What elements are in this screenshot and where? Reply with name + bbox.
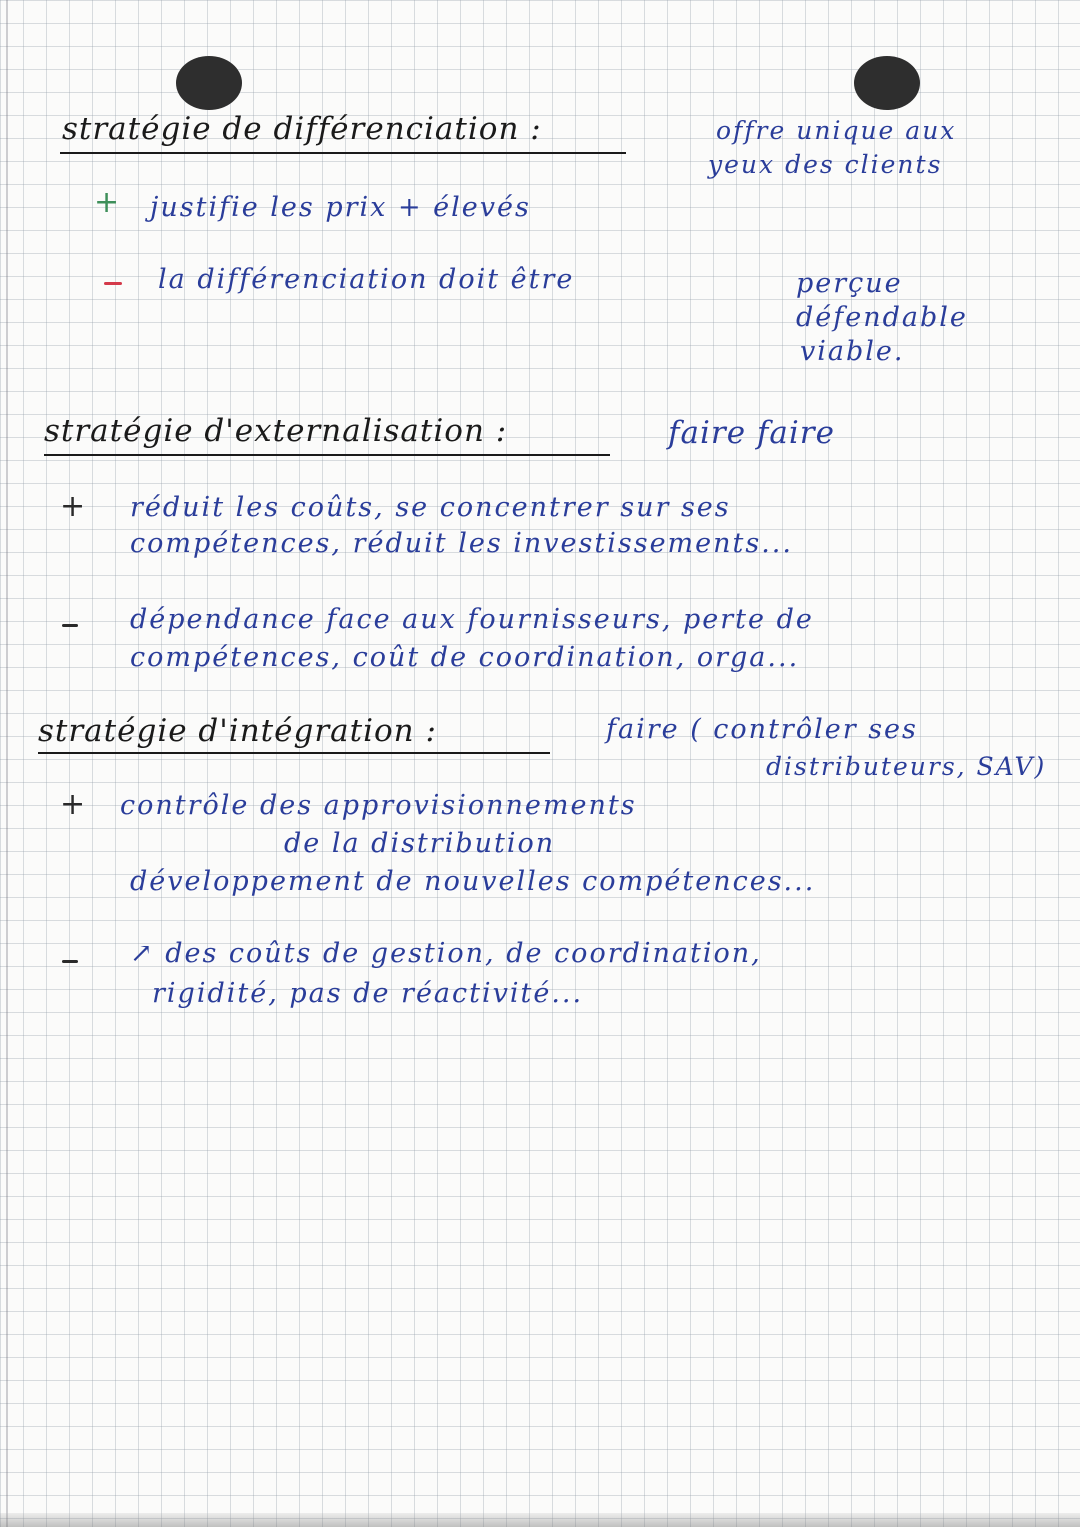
definition-line-1: offre unique aux — [716, 116, 957, 145]
minus-sign — [62, 960, 78, 963]
pro-item: justifie les prix + élevés — [150, 192, 531, 223]
title-underline — [44, 454, 610, 456]
plus-sign: + — [94, 185, 120, 220]
definition-line-2: yeux des clients — [708, 150, 943, 179]
pro-item: contrôle des approvisionnements — [120, 790, 637, 821]
section-title-integration: stratégie d'intégration : — [38, 713, 437, 749]
plus-sign: + — [60, 787, 86, 822]
minus-sign — [104, 282, 122, 285]
con-item: la différenciation doit être — [158, 264, 575, 295]
con-item: compétences, coût de coordination, orga... — [130, 642, 800, 673]
pro-item: de la distribution — [284, 828, 556, 859]
section-title-externalisation: stratégie d'externalisation : — [44, 413, 508, 449]
definition-line-2: distributeurs, SAV) — [766, 752, 1047, 781]
plus-sign: + — [60, 489, 86, 524]
definition-line-1: faire ( contrôler ses — [606, 714, 918, 745]
section-title-differenciation: stratégie de différenciation : — [62, 111, 542, 147]
pro-item: compétences, réduit les investissements... — [130, 528, 793, 559]
con-item: rigidité, pas de réactivité... — [152, 978, 584, 1009]
margin-line — [6, 0, 8, 1527]
pro-item: développement de nouvelles compétences... — [130, 866, 816, 897]
page-bottom-edge — [0, 1513, 1080, 1527]
definition-line-1: faire faire — [668, 415, 835, 451]
con-item-perception: perçue — [796, 268, 903, 299]
punch-hole-left — [176, 56, 242, 110]
con-item: ↗ des coûts de gestion, de coordination, — [130, 938, 762, 969]
pro-item: réduit les coûts, se concentrer sur ses — [130, 492, 731, 523]
con-item-viable: viable. — [800, 336, 905, 367]
title-underline — [38, 752, 550, 754]
con-item-defendable: défendable — [796, 302, 968, 333]
title-underline — [60, 152, 626, 154]
con-item: dépendance face aux fournisseurs, perte de — [130, 604, 814, 635]
minus-sign — [62, 624, 78, 627]
punch-hole-right — [854, 56, 920, 110]
